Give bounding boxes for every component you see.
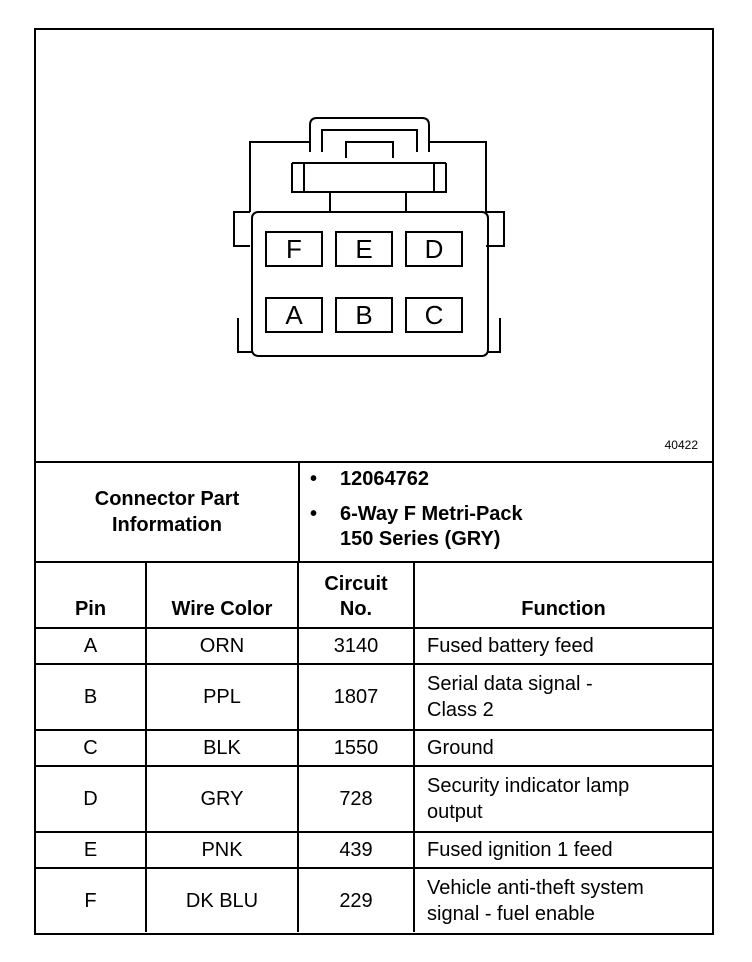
- pin-label-a: A: [285, 300, 303, 330]
- header-wire-color: Wire Color: [146, 562, 298, 628]
- table-row: [36, 868, 712, 932]
- info-label-line1: Connector Part: [94, 488, 240, 510]
- connector-sheet: [34, 28, 714, 935]
- connector-latch: [310, 118, 429, 152]
- pin-cell: B: [36, 664, 146, 730]
- function-cell: [414, 664, 712, 730]
- wire-color-cell: PPL: [146, 664, 298, 730]
- pin-cell: D: [36, 766, 146, 832]
- wire-color-cell: GRY: [146, 766, 298, 832]
- circuit-cell: 1807: [298, 664, 414, 730]
- function-text: Ground: [427, 737, 494, 759]
- pin-cell: C: [36, 730, 146, 766]
- connector-description-line2: 150 Series (GRY): [340, 528, 501, 550]
- header-circuit-line2: No.: [339, 598, 373, 620]
- table-header-row: [36, 562, 712, 628]
- pin-label-d: D: [424, 234, 444, 264]
- pin-cell: F: [36, 868, 146, 932]
- function-cell: [414, 832, 712, 868]
- function-cell: [414, 868, 712, 932]
- pin-label-f: F: [286, 234, 302, 264]
- circuit-cell: 728: [298, 766, 414, 832]
- wire-color-cell: ORN: [146, 628, 298, 664]
- function-cell: [414, 730, 712, 766]
- function-text: Serial data signal -: [427, 673, 593, 695]
- pin-label-c: C: [424, 300, 444, 330]
- function-text-line2: output: [427, 801, 483, 823]
- connector-part-info: [36, 463, 712, 561]
- pin-cell: A: [36, 628, 146, 664]
- header-circuit: [298, 562, 414, 628]
- table-row: [36, 664, 712, 730]
- table-row: [36, 766, 712, 832]
- info-label-line2: Information: [112, 514, 222, 536]
- pin-label-e: E: [355, 234, 373, 264]
- circuit-cell: 439: [298, 832, 414, 868]
- function-text-line2: Class 2: [427, 699, 494, 721]
- part-number: • 12064762: [300, 467, 523, 492]
- circuit-cell: 229: [298, 868, 414, 932]
- function-cell: [414, 628, 712, 664]
- table-row: [36, 832, 712, 868]
- function-text: Fused battery feed: [427, 635, 594, 657]
- connector-diagram: [36, 30, 712, 462]
- figure-number: 40422: [664, 438, 698, 452]
- pin-label-b: B: [355, 300, 373, 330]
- info-label: [36, 463, 300, 561]
- wire-color-cell: DK BLU: [146, 868, 298, 932]
- table-row: [36, 730, 712, 766]
- wire-color-cell: PNK: [146, 832, 298, 868]
- pin-cell: E: [36, 832, 146, 868]
- circuit-cell: 3140: [298, 628, 414, 664]
- connector-description: • 6-Way F Metri-Pack: [300, 502, 523, 527]
- header-function: Function: [414, 562, 712, 628]
- circuit-cell: 1550: [298, 730, 414, 766]
- header-circuit-line1: Circuit: [324, 573, 388, 595]
- pinout-table: [36, 562, 712, 932]
- table-row: [36, 628, 712, 664]
- info-list: [300, 467, 523, 552]
- connector-drawing: [36, 30, 712, 462]
- function-text: Fused ignition 1 feed: [427, 839, 613, 861]
- header-pin: Pin: [36, 562, 146, 628]
- function-text: Security indicator lamp: [427, 775, 630, 797]
- function-text: Vehicle anti-theft system: [427, 876, 644, 899]
- wire-color-cell: BLK: [146, 730, 298, 766]
- function-cell: [414, 766, 712, 832]
- function-text-line2: signal - fuel enable: [427, 902, 595, 925]
